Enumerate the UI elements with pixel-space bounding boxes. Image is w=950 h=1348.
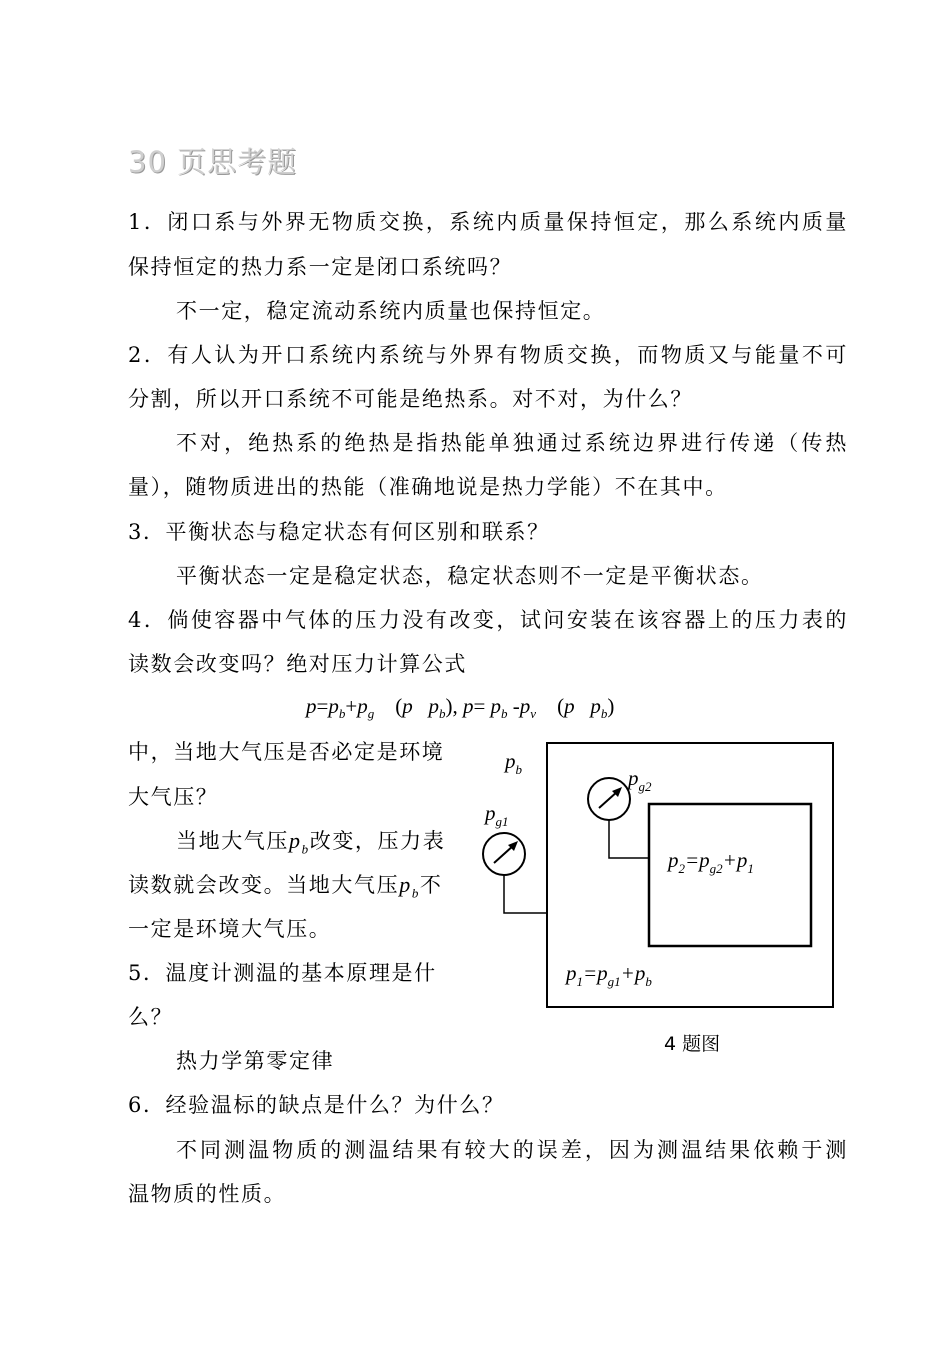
q2-answer-line2: 量），随物质进出的热能（准确地说是热力学能）不在其中。 <box>128 475 728 499</box>
label-pg2: $p_{g2}$ <box>628 766 652 794</box>
inner-container <box>649 804 811 946</box>
q4-line2: 读数会改变吗？绝对压力计算公式 <box>128 652 467 676</box>
pressure-gauge-diagram <box>470 735 840 1025</box>
q2-line1: 2．有人认为开口系统内系统与外界有物质交换，而物质又与能量不可 <box>128 343 848 367</box>
label-pg1: $p_{g1}$ <box>485 801 509 829</box>
q2-line2: 分割，所以开口系统不可能是绝热系。对不对，为什么？ <box>128 387 693 411</box>
q5-line1: 5．温度计测温的基本原理是什 <box>128 961 437 985</box>
q6-line1: 6．经验温标的缺点是什么？为什么？ <box>128 1093 505 1117</box>
q1-line2: 保持恒定的热力系一定是闭口系统吗？ <box>128 255 513 279</box>
q1-line1: 1．闭口系与外界无物质交换，系统内质量保持恒定，那么系统内质量 <box>128 210 848 234</box>
q4-answer-b: 读数就会改变。当地大气压$p_b$不 <box>128 872 443 901</box>
q1-answer: 不一定，稳定流动系统内质量也保持恒定。 <box>176 299 606 323</box>
gauge-1-pipe <box>504 875 547 913</box>
q6-answer-line2: 温物质的性质。 <box>128 1182 287 1206</box>
q4-line3: 中，当地大气压是否必定是环境 <box>128 740 445 764</box>
q4-answer-c: 一定是环境大气压。 <box>128 917 332 941</box>
q3-line1: 3．平衡状态与稳定状态有何区别和联系？ <box>128 520 550 544</box>
equation-p2: $p_2=p_{g2}+p_1$ <box>668 848 754 876</box>
figure-caption: 4 题图 <box>664 1033 721 1055</box>
absolute-pressure-formula: $p=p_b+p_g$ (p $p_b$), $p= p_b$ $-p_v$ (p $p_b$) <box>306 694 615 722</box>
gauge-2-pipe <box>609 820 649 858</box>
page-heading: 30 页思考题 <box>128 145 298 179</box>
q6-answer-line1: 不同测温物质的测温结果有较大的误差，因为测温结果依赖于测 <box>176 1138 848 1162</box>
q2-answer-line1: 不对，绝热系的绝热是指热能单独通过系统边界进行传递（传热 <box>176 431 848 455</box>
q5-answer: 热力学第零定律 <box>176 1049 335 1073</box>
q4-line4: 大气压？ <box>128 785 219 809</box>
label-pb: $p_b$ <box>505 749 522 777</box>
equation-p1: $p_1=p_{g1}+p_b$ <box>566 961 652 989</box>
q4-line1: 4．倘使容器中气体的压力没有改变，试问安装在该容器上的压力表的 <box>128 608 848 632</box>
q4-answer-a: 当地大气压$p_b$改变，压力表 <box>176 828 446 857</box>
q5-line2: 么？ <box>128 1005 174 1029</box>
q3-answer: 平衡状态一定是稳定状态，稳定状态则不一定是平衡状态。 <box>176 564 764 588</box>
